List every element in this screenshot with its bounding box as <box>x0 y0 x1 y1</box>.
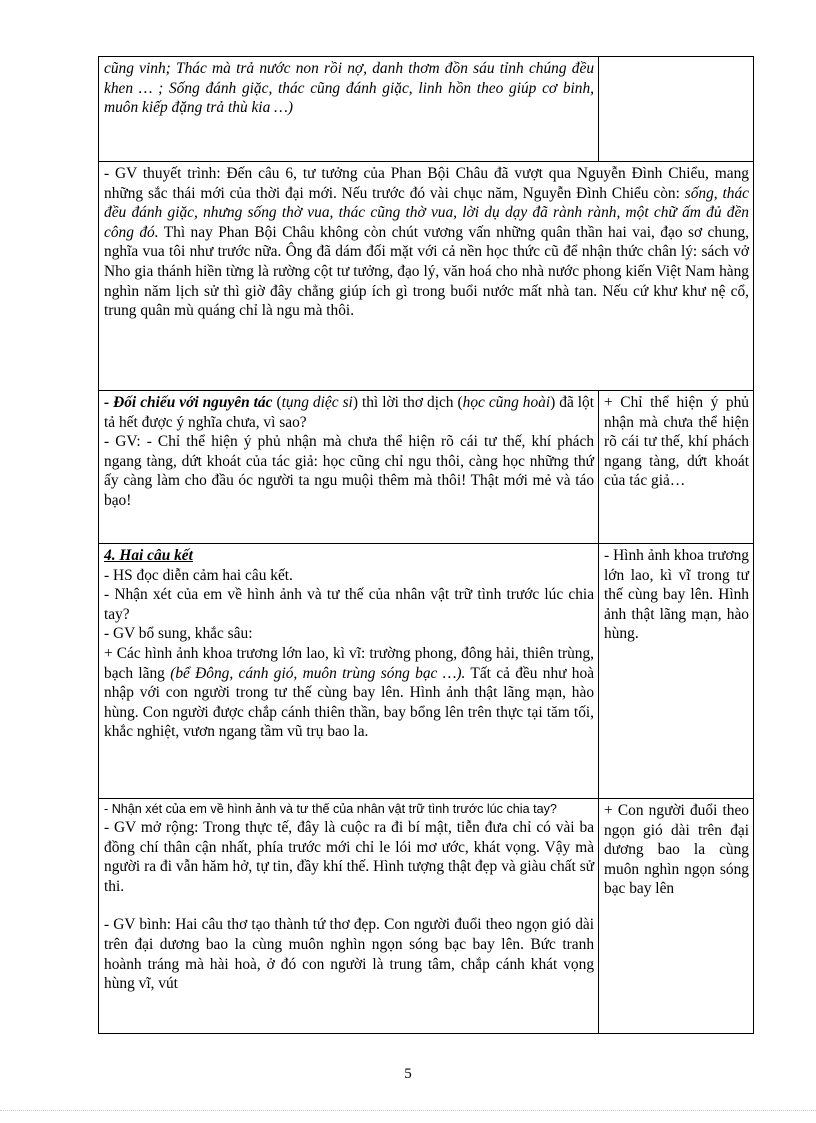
activity-cell <box>99 162 754 391</box>
note-text: - Hình ảnh khoa trương lớn lao, kì vĩ trong tư thế cùng bay lên. Hình ảnh thật lãng mạn, hào hùng. <box>604 547 749 643</box>
instruction-line: - GV bổ sung, khắc sâu: <box>104 625 253 643</box>
teacher-extension-text: - GV mở rộng: Trong thực tế, đây là cuộc ra đi bí mật, tiễn đưa chỉ có vài ba đồng chí thân cận nhất, phía trước mới chỉ le lói mơ ước, khát vọng. Vậy mà người ra đi vẫn hăm hở, tự tin, đầy khí thế. Hình tượng thật đẹp và giàu chất sử thi. <box>104 819 595 895</box>
question-text: - Nhận xét của em về hình ảnh và tư thế của nhân vật trữ tình trước lúc chia tay? <box>104 802 557 816</box>
teacher-commentary-text: - GV bình: Hai câu thơ tạo thành tứ thơ đẹp. Con người đuổi theo ngọn gió dài trên đại dương bao la cùng muôn nghìn ngọn sóng bạc bay lên. Bức tranh hoành tráng mà hài hoà, ở đó con người là trung tâm, chắp cánh khát vọng hùng vĩ, vút <box>104 916 595 993</box>
activity-cell <box>99 544 599 799</box>
note-cell <box>599 799 754 1034</box>
note-text: + Chỉ thể hiện ý phủ nhận mà chưa thể hiện rõ cái tư thế, khí phách ngang tàng, dứt khoát của tác giả… <box>604 394 749 490</box>
table-row <box>99 799 754 1034</box>
teacher-explanation: + Các hình ảnh khoa trương lớn lao, kì vĩ: trường phong, đông hải, thiên trùng, bạch lãng (bể Đông, cánh gió, muôn trùng sóng bạc …). Tất cả đều như hoà nhập với con người trong tư thế cùng bay lên. Hình ảnh thật lãng mạn, hào hùng. Con người được chắp cánh thiên thần, bay bổng lên trên thực tại tăm tối, khắc nghiệt, vươn ngang tầm vũ trụ bao la. <box>104 644 595 741</box>
page-footer-divider <box>0 1110 816 1111</box>
activity-cell <box>99 391 599 544</box>
instruction-line: - Nhận xét của em về hình ảnh và tư thế của nhân vật trữ tình trước lúc chia tay? <box>104 586 595 623</box>
table-row <box>99 544 754 799</box>
section-heading: 4. Hai câu kết <box>104 547 193 564</box>
instruction-line: - HS đọc diễn cảm hai câu kết. <box>104 566 293 584</box>
lesson-table <box>98 56 754 1034</box>
comparison-question: - Đối chiếu với nguyên tác (tụng diệc si) thì lời thơ dịch (học cũng hoài) đã lột tả hết được ý nghĩa chưa, vì sao? <box>104 394 595 431</box>
note-cell <box>599 391 754 544</box>
table-row <box>99 162 754 391</box>
section-heading: - Đối chiếu với nguyên tác <box>104 394 273 411</box>
note-cell <box>599 544 754 799</box>
table-row <box>99 391 754 544</box>
poem-quote-text: cũng vinh; Thác mà trả nước non rồi nợ, danh thơm đồn sáu tỉnh chúng đều khen … ; Sống đánh giặc, thác cũng đánh giặc, linh hồn theo giúp cơ binh, muôn kiếp đặng trả thù kia …) <box>104 60 595 117</box>
table-row <box>99 57 754 162</box>
note-text: + Con người đuổi theo ngọn gió dài trên đại dương bao la cùng muôn nghìn ngọn sóng bạc bay lên <box>604 802 749 898</box>
note-cell <box>599 57 754 162</box>
activity-cell <box>99 799 599 1034</box>
activity-cell <box>99 57 599 162</box>
teacher-answer-text: - GV: - Chỉ thể hiện ý phủ nhận mà chưa thể hiện rõ cái tư thế, khí phách ngang tàng, dứt khoát của tác giả: học cũng chỉ ngu thôi, càng học những thứ ấy càng làm cho đầu óc người ta ngu muội thêm mà thôi! Thật mới mẻ và táo bạo! <box>104 433 595 509</box>
page-number: 5 <box>404 1066 412 1082</box>
teacher-lecture-text: - GV thuyết trình: Đến câu 6, tư tưởng của Phan Bội Châu đã vượt qua Nguyễn Đình Chiểu, mang những sắc thái mới của thời đại mới. Nếu trước đó vài chục năm, Nguyễn Đình Chiểu còn: sống, thác đều đánh giặc, nhưng sống thờ vua, thác cũng thờ vua, lời dụ dạy đã rành rành, một chữ ấm đủ đền công đó. Thì nay Phan Bội Châu không còn chút vương vấn những quân thần hai vai, đạo sơ chung, nghĩa vua tôi như trước nữa. Ông đã dám đối mặt với cả nền học thức cũ để nhận thức chân lý: sách vở Nho gia thánh hiền từng là rường cột tư tưởng, đạo lý, văn hoá cho nhà nước phong kiến Việt Nam hàng nghìn năm lịch sử thì giờ đây chẳng giúp ích gì trong buổi nước mất nhà tan. Nếu cứ khư khư nệ cổ, trung quân mù quáng chỉ là ngu mà thôi. <box>104 165 749 320</box>
